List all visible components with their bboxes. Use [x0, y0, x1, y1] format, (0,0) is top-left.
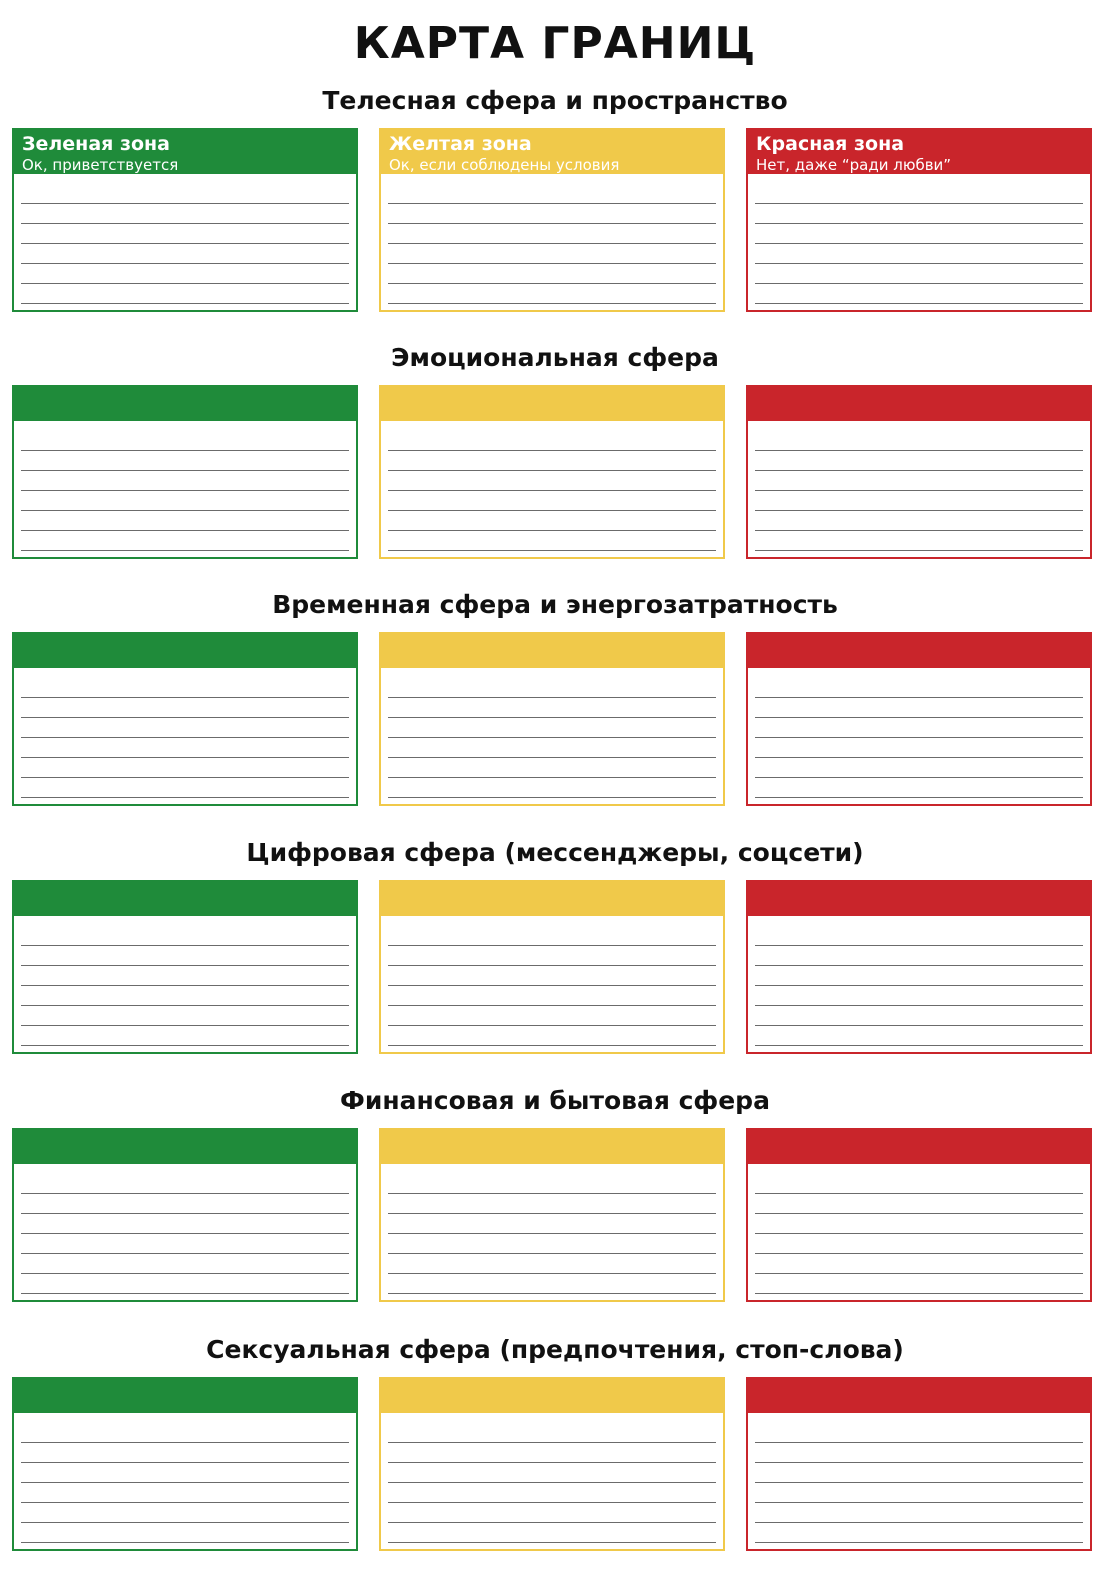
writing-line[interactable] [388, 431, 716, 451]
writing-line[interactable] [21, 698, 349, 718]
writing-line[interactable] [388, 1006, 716, 1026]
writing-lines [14, 1413, 356, 1549]
writing-line[interactable] [21, 1523, 349, 1543]
writing-line[interactable] [755, 1503, 1083, 1523]
writing-lines [14, 174, 356, 310]
writing-line[interactable] [388, 738, 716, 758]
writing-line[interactable] [755, 531, 1083, 551]
writing-line[interactable] [21, 986, 349, 1006]
writing-lines [748, 174, 1090, 310]
writing-line[interactable] [755, 184, 1083, 204]
writing-line[interactable] [755, 926, 1083, 946]
writing-line[interactable] [755, 1463, 1083, 1483]
writing-line[interactable] [21, 451, 349, 471]
green-zone-card [12, 1377, 358, 1551]
writing-line[interactable] [388, 678, 716, 698]
writing-line[interactable] [21, 511, 349, 531]
writing-line[interactable] [21, 204, 349, 224]
zone-row [12, 632, 1092, 806]
writing-line[interactable] [388, 1214, 716, 1234]
writing-line[interactable] [388, 224, 716, 244]
writing-line[interactable] [755, 224, 1083, 244]
writing-line[interactable] [21, 778, 349, 798]
writing-line[interactable] [21, 1463, 349, 1483]
writing-line[interactable] [755, 1274, 1083, 1294]
red-zone-header [748, 1379, 1090, 1413]
writing-line[interactable] [755, 1443, 1083, 1463]
writing-line[interactable] [21, 471, 349, 491]
writing-line[interactable] [21, 491, 349, 511]
writing-lines [748, 1413, 1090, 1549]
green-zone-header [14, 387, 356, 421]
writing-line[interactable] [388, 966, 716, 986]
writing-line[interactable] [388, 184, 716, 204]
writing-lines [14, 916, 356, 1052]
writing-line[interactable] [388, 491, 716, 511]
green-zone-card [12, 632, 358, 806]
green-zone-header [14, 1379, 356, 1413]
writing-line[interactable] [21, 1443, 349, 1463]
zone-name: Красная зона [756, 133, 905, 155]
writing-line[interactable] [755, 491, 1083, 511]
red-zone-header [748, 882, 1090, 916]
yellow-zone-header [381, 634, 723, 668]
writing-line[interactable] [21, 184, 349, 204]
writing-line[interactable] [755, 738, 1083, 758]
writing-line[interactable] [21, 531, 349, 551]
writing-line[interactable] [388, 1026, 716, 1046]
writing-line[interactable] [21, 738, 349, 758]
writing-line[interactable] [21, 1423, 349, 1443]
yellow-zone-header [381, 387, 723, 421]
writing-line[interactable] [21, 1174, 349, 1194]
writing-line[interactable] [21, 678, 349, 698]
writing-line[interactable] [388, 1194, 716, 1214]
writing-line[interactable] [388, 264, 716, 284]
writing-line[interactable] [755, 1006, 1083, 1026]
zone-description: Ок, приветствуется [22, 156, 179, 174]
writing-lines [748, 668, 1090, 804]
writing-line[interactable] [755, 946, 1083, 966]
green-zone-header [14, 882, 356, 916]
writing-line[interactable] [755, 431, 1083, 451]
writing-line[interactable] [21, 1194, 349, 1214]
red-zone-header [748, 634, 1090, 668]
zone-row [12, 1128, 1092, 1302]
writing-lines [14, 421, 356, 557]
yellow-zone-header [381, 1379, 723, 1413]
red-zone-card [746, 1128, 1092, 1302]
section-title: Временная сфера и энергозатратность [272, 590, 838, 619]
writing-line[interactable] [21, 926, 349, 946]
writing-lines [381, 916, 723, 1052]
zone-description: Нет, даже “ради любви” [756, 156, 952, 174]
writing-lines [381, 1413, 723, 1549]
writing-line[interactable] [755, 1214, 1083, 1234]
writing-line[interactable] [388, 1443, 716, 1463]
writing-line[interactable] [755, 1523, 1083, 1543]
page-title: КАРТА ГРАНИЦ [353, 18, 757, 69]
writing-line[interactable] [388, 1523, 716, 1543]
writing-line[interactable] [388, 946, 716, 966]
writing-line[interactable] [755, 471, 1083, 491]
green-zone-card [12, 880, 358, 1054]
writing-line[interactable] [755, 264, 1083, 284]
writing-line[interactable] [755, 966, 1083, 986]
yellow-zone-header [381, 1130, 723, 1164]
writing-line[interactable] [755, 1174, 1083, 1194]
writing-line[interactable] [388, 531, 716, 551]
writing-line[interactable] [388, 1254, 716, 1274]
writing-line[interactable] [21, 1483, 349, 1503]
red-zone-card [746, 385, 1092, 559]
writing-line[interactable] [388, 1423, 716, 1443]
writing-line[interactable] [21, 1006, 349, 1026]
green-zone-card [12, 1128, 358, 1302]
zone-row [12, 128, 1092, 312]
zone-row [12, 1377, 1092, 1551]
writing-line[interactable] [755, 204, 1083, 224]
writing-line[interactable] [388, 1234, 716, 1254]
zone-row [12, 385, 1092, 559]
writing-line[interactable] [388, 284, 716, 304]
red-zone-card [746, 1377, 1092, 1551]
writing-line[interactable] [755, 284, 1083, 304]
writing-line[interactable] [388, 471, 716, 491]
green-zone-header [14, 1130, 356, 1164]
writing-lines [381, 421, 723, 557]
writing-lines [748, 421, 1090, 557]
writing-line[interactable] [755, 451, 1083, 471]
writing-line[interactable] [388, 204, 716, 224]
writing-line[interactable] [755, 698, 1083, 718]
writing-line[interactable] [388, 1463, 716, 1483]
writing-line[interactable] [755, 1254, 1083, 1274]
writing-line[interactable] [755, 244, 1083, 264]
writing-lines [748, 916, 1090, 1052]
writing-line[interactable] [755, 718, 1083, 738]
writing-lines [381, 174, 723, 310]
section-title: Финансовая и бытовая сфера [340, 1086, 770, 1115]
writing-lines [381, 1164, 723, 1300]
red-zone-header [748, 387, 1090, 421]
green-zone-card [12, 385, 358, 559]
writing-line[interactable] [21, 758, 349, 778]
writing-line[interactable] [21, 224, 349, 244]
red-zone-card [746, 632, 1092, 806]
writing-line[interactable] [21, 1274, 349, 1294]
yellow-zone-card [379, 385, 725, 559]
writing-line[interactable] [21, 1214, 349, 1234]
writing-lines [748, 1164, 1090, 1300]
yellow-zone-card [379, 1377, 725, 1551]
writing-line[interactable] [388, 511, 716, 531]
writing-line[interactable] [21, 1234, 349, 1254]
writing-line[interactable] [755, 1026, 1083, 1046]
writing-line[interactable] [755, 511, 1083, 531]
zone-name: Зеленая зона [22, 133, 170, 155]
red-zone-header [748, 1130, 1090, 1164]
section-title: Эмоциональная сфера [391, 343, 719, 372]
writing-line[interactable] [388, 451, 716, 471]
writing-lines [381, 668, 723, 804]
writing-lines [14, 668, 356, 804]
writing-line[interactable] [755, 778, 1083, 798]
writing-line[interactable] [388, 758, 716, 778]
writing-line[interactable] [755, 678, 1083, 698]
writing-line[interactable] [388, 778, 716, 798]
writing-line[interactable] [755, 758, 1083, 778]
writing-line[interactable] [21, 718, 349, 738]
writing-line[interactable] [755, 1483, 1083, 1503]
zone-description: Ок, если соблюдены условия [389, 156, 620, 174]
writing-line[interactable] [388, 1503, 716, 1523]
writing-line[interactable] [21, 946, 349, 966]
writing-line[interactable] [388, 718, 716, 738]
green-zone-header [14, 130, 356, 174]
red-zone-card [746, 880, 1092, 1054]
writing-line[interactable] [21, 431, 349, 451]
writing-line[interactable] [755, 986, 1083, 1006]
writing-line[interactable] [755, 1234, 1083, 1254]
writing-line[interactable] [755, 1423, 1083, 1443]
writing-line[interactable] [21, 264, 349, 284]
section-title: Телесная сфера и пространство [322, 86, 788, 115]
writing-line[interactable] [388, 1174, 716, 1194]
writing-line[interactable] [388, 986, 716, 1006]
writing-line[interactable] [21, 1503, 349, 1523]
yellow-zone-card [379, 632, 725, 806]
writing-line[interactable] [21, 1254, 349, 1274]
yellow-zone-card [379, 880, 725, 1054]
red-zone-card [746, 128, 1092, 312]
writing-line[interactable] [21, 966, 349, 986]
zone-name: Желтая зона [389, 133, 532, 155]
green-zone-card [12, 128, 358, 312]
yellow-zone-header [381, 882, 723, 916]
writing-line[interactable] [21, 1026, 349, 1046]
yellow-zone-header [381, 130, 723, 174]
green-zone-header [14, 634, 356, 668]
writing-line[interactable] [388, 926, 716, 946]
writing-line[interactable] [388, 698, 716, 718]
yellow-zone-card [379, 1128, 725, 1302]
writing-line[interactable] [388, 1483, 716, 1503]
writing-lines [14, 1164, 356, 1300]
writing-line[interactable] [21, 244, 349, 264]
writing-line[interactable] [755, 1194, 1083, 1214]
red-zone-header [748, 130, 1090, 174]
section-title: Цифровая сфера (мессенджеры, соцсети) [246, 838, 864, 867]
zone-row [12, 880, 1092, 1054]
yellow-zone-card [379, 128, 725, 312]
writing-line[interactable] [388, 1274, 716, 1294]
section-title: Сексуальная сфера (предпочтения, стоп-слова) [206, 1335, 904, 1364]
writing-line[interactable] [388, 244, 716, 264]
writing-line[interactable] [21, 284, 349, 304]
